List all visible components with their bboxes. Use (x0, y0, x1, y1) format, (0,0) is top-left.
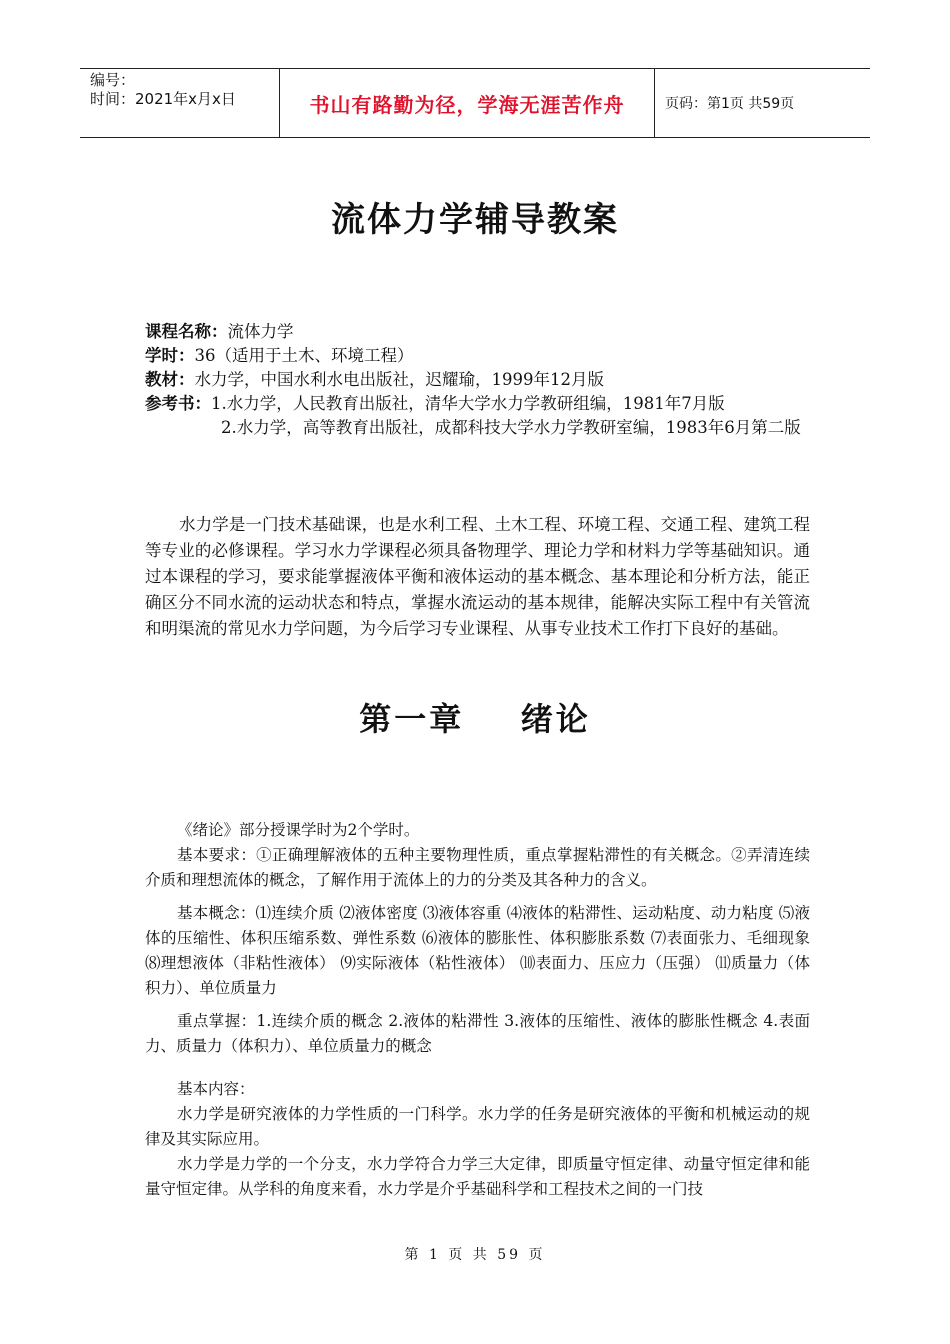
basic-requirements: 基本要求：①正确理解液体的五种主要物理性质，重点掌握粘滞性的有关概念。②弄清连续介质和理想流体的概念，了解作用于流体上的力的分类及其各种力的含义。 (145, 846, 810, 889)
textbook-line (145, 368, 810, 392)
basic-concepts: 基本概念：⑴连续介质 ⑵液体密度 ⑶液体容重 ⑷液体的粘滞性、运动粘度、动力粘度 ⑸液体的压缩性、体积压缩系数、弹性系数 ⑹液体的膨胀性、体积膨胀系数 ⑺表面张力、毛细现象 ⑻理想液体（非粘性液体） ⑼实际液体（粘性液体） ⑽表面力、压应力（压强） ⑾质量力（体积力）、单位质量力 (145, 904, 810, 997)
key-points: 重点掌握：1.连续介质的概念 2.液体的粘滞性 3.液体的压缩性、液体的膨胀性概念 4.表面力、质量力（体积力）、单位质量力的概念 (145, 1012, 810, 1055)
reference-1: 1.水力学，人民教育出版社，清华大学水力学教研组编，1981年7月版 (211, 394, 725, 413)
header-meta (80, 69, 280, 137)
reference-line-1 (145, 392, 810, 416)
content-label: 基本内容： (177, 1080, 255, 1098)
header-page-code: 页码：第1页 共59页 (665, 96, 795, 112)
course-name-line (145, 320, 810, 344)
document-title: 流体力学辅导教案 (331, 200, 619, 240)
page-header (80, 68, 870, 138)
page-footer: 第 1 页 共 59 页 (404, 1247, 546, 1263)
course-hours-line (145, 344, 810, 368)
content-paragraph-2: 水力学是力学的一个分支，水力学符合力学三大定律，即质量守恒定律、动量守恒定律和能量守恒定律。从学科的角度来看，水力学是介乎基础科学和工程技术之间的一门技 (145, 1155, 810, 1198)
date-label: 时间：2021年x月x日 (90, 90, 236, 108)
course-hours-label: 学时： (145, 346, 195, 365)
course-name-value: 流体力学 (227, 322, 294, 341)
course-info (145, 320, 810, 440)
course-name-label: 课程名称： (145, 322, 228, 341)
course-hours-value: 36（适用于土木、环境工程） (194, 346, 414, 365)
reference-label: 参考书： (145, 394, 211, 413)
chapter-title: 第一章 绪论 (359, 700, 591, 738)
textbook-label: 教材： (145, 370, 195, 389)
header-motto: 书山有路勤为径，学海无涯苦作舟 (280, 69, 655, 137)
number-label: 编号： (90, 71, 136, 89)
reference-2: 2.水力学，高等教育出版社，成都科技大学水力学教研室编，1983年6月第二版 (221, 418, 801, 437)
chapter-body (145, 818, 810, 1202)
intro-paragraph: 水力学是一门技术基础课，也是水利工程、土木工程、环境工程、交通工程、建筑工程等专业的必修课程。学习水力学课程必须具备物理学、理论力学和材料力学等基础知识。通过本课程的学习，要求能掌握液体平衡和液体运动的基本概念、基本理论和分析方法，能正确区分不同水流的运动状态和特点，掌握水流运动的基本规律，能解决实际工程中有关管流和明渠流的常见水力学问题，为今后学习专业课程、从事专业技术工作打下良好的基础。 (145, 515, 810, 638)
textbook-value: 水力学，中国水利水电出版社，迟耀瑜，1999年12月版 (194, 370, 604, 389)
content-paragraph-1: 水力学是研究液体的力学性质的一门科学。水力学的任务是研究液体的平衡和机械运动的规律及其实际应用。 (145, 1105, 810, 1148)
chapter-hours: 《绪论》部分授课学时为2个学时。 (177, 821, 420, 839)
